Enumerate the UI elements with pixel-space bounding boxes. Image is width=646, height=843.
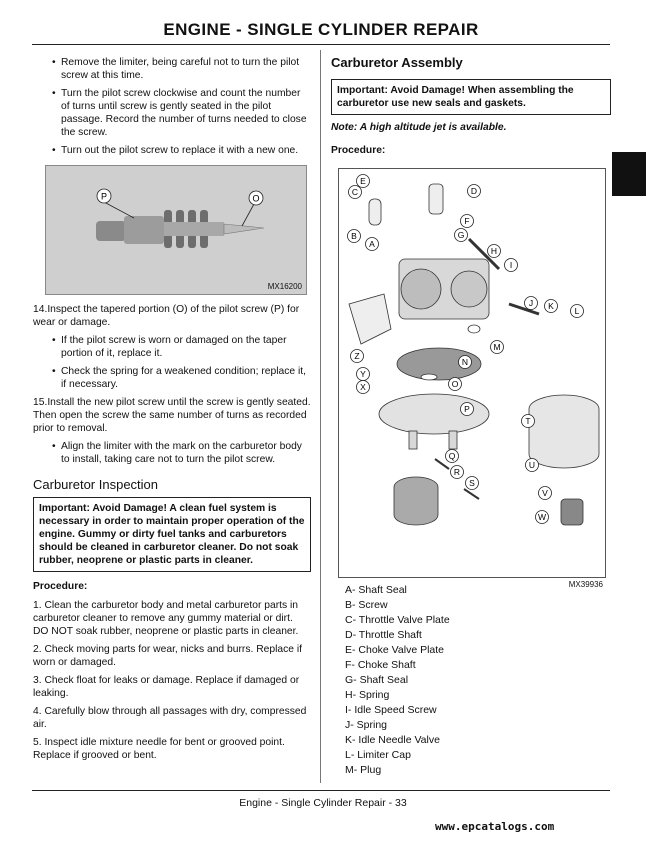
inspection-heading: Carburetor Inspection [33, 477, 159, 492]
diagram-code: MX39936 [568, 580, 603, 589]
callout-letter-m: M [493, 342, 501, 352]
photo-code: MX16200 [267, 282, 302, 291]
legend-item: A- Shaft Seal [345, 584, 407, 596]
callout-letter-w: W [537, 512, 547, 522]
callout-letter-n: N [461, 357, 469, 367]
callout-letter-a: A [369, 239, 375, 249]
procedure-label: Procedure: [33, 581, 88, 592]
altitude-note: Note: A high altitude jet is available. [331, 122, 507, 133]
legend-item: M- Plug [345, 764, 382, 776]
step-14: 14.Inspect the tapered portion (O) of the pilot screw (P) for wear or damage. [33, 304, 300, 328]
callout-letter-f: F [464, 216, 470, 226]
callout-letter-k: K [548, 301, 554, 311]
left-column [33, 56, 311, 767]
page-title: ENGINE - SINGLE CYLINDER REPAIR [163, 20, 479, 39]
procedure-step: 5. Inspect idle mixture needle for bent or grooved point. Replace if grooved or bent. [33, 737, 285, 761]
legend-item: F- Choke Shaft [345, 659, 416, 671]
column-divider [320, 50, 321, 783]
bullet-item: • Check the spring for a weakened condition; replace it, if necessary. [47, 365, 311, 391]
pilot-screw-photo [45, 165, 307, 295]
legend-item: D- Throttle Shaft [345, 629, 422, 641]
legend-item: G- Shaft Seal [345, 674, 409, 686]
callout-letter-y: Y [360, 369, 366, 379]
legend-item: C- Throttle Valve Plate [345, 614, 450, 626]
callout-letter-d: D [470, 186, 478, 196]
callout-letter-h: H [490, 246, 498, 256]
procedure-label: Procedure: [331, 145, 386, 156]
callout-letter-q: Q [448, 451, 456, 461]
legend-item: K- Idle Needle Valve [345, 734, 440, 746]
callout-letter-p: P [464, 404, 470, 414]
callout-letter-e: E [360, 176, 366, 186]
parts-legend [345, 583, 450, 778]
assembly-warning-box: Important: Avoid Damage! When assembling the carburetor use new seals and gaskets. [331, 79, 611, 115]
carburetor-exploded-diagram [338, 168, 606, 589]
photo-callout-o: O [252, 193, 260, 204]
watermark-url: www.epcatalogs.com [435, 820, 555, 833]
page-footer: Engine - Single Cylinder Repair - 33 [239, 797, 407, 809]
callout-letter-i: I [509, 260, 513, 270]
callout-letter-o: O [451, 379, 459, 389]
procedure-step: 1. Clean the carburetor body and metal carburetor parts in carburetor cleaner to remove any gummy material or dirt. DO NOT soak rubber, neoprene or plastic parts in cleaner. [33, 600, 299, 637]
legend-item: E- Choke Valve Plate [345, 644, 445, 656]
assembly-heading: Carburetor Assembly [331, 55, 463, 70]
callout-letter-j: J [528, 298, 534, 308]
bullet-item: • Turn out the pilot screw to replace it with a new one. [47, 144, 311, 157]
procedure-step: 2. Check moving parts for wear, nicks and burrs. Replace if worn or damaged. [33, 644, 302, 668]
legend-item: J- Spring [345, 719, 388, 731]
legend-item: B- Screw [345, 599, 388, 611]
section-tab-marker [612, 152, 646, 196]
callout-letter-g: G [457, 230, 465, 240]
callout-letter-z: Z [354, 351, 360, 361]
pilot-screw-illustration [46, 166, 306, 294]
procedure-step: 3. Check float for leaks or damage. Replace if damaged or leaking. [33, 675, 300, 699]
callout-letter-s: S [469, 478, 475, 488]
inspection-warning-box: Important: Avoid Damage! A clean fuel system is necessary in order to maintain proper operation of the engine. Gummy or dirty fuel tanks and carburetors should be cleaned in carburetor cleaner. Do not soak rubber, neoprene or plastic parts in cleaner. [33, 497, 311, 572]
callout-letter-l: L [574, 306, 580, 316]
right-column [331, 56, 611, 163]
callout-letter-b: B [351, 231, 357, 241]
bullet-item: • Turn the pilot screw clockwise and count the number of turns until screw is gently seated in the pilot passage. Record the number of turns needed to close the screw. [47, 87, 311, 139]
step-15: 15.Install the new pilot screw until the screw is gently seated. Then open the screw the same number of turns as recorded prior to removal. [33, 397, 311, 434]
legend-item: I- Idle Speed Screw [345, 704, 437, 716]
legend-item: L- Limiter Cap [345, 749, 411, 761]
photo-callout-p: P [100, 191, 108, 202]
callout-letter-x: X [360, 382, 366, 392]
bullet-item: • Remove the limiter, being careful not to turn the pilot screw at this time. [47, 56, 311, 82]
procedure-step: 4. Carefully blow through all passages with dry, compressed air. [33, 706, 307, 730]
diagram-illustration [339, 169, 605, 577]
callout-letter-u: U [528, 460, 536, 470]
bullet-item: • Align the limiter with the mark on the carburetor body to install, taking care not to turn the pilot screw. [47, 440, 311, 466]
header-rule [32, 44, 610, 45]
callout-letter-t: T [525, 416, 531, 426]
bullet-item: • If the pilot screw is worn or damaged on the taper portion of it, replace it. [47, 334, 311, 360]
callout-letter-r: R [453, 467, 461, 477]
callout-letter-c: C [351, 187, 359, 197]
callout-letter-v: V [542, 488, 548, 498]
footer-rule [32, 790, 610, 791]
legend-item: H- Spring [345, 689, 390, 701]
